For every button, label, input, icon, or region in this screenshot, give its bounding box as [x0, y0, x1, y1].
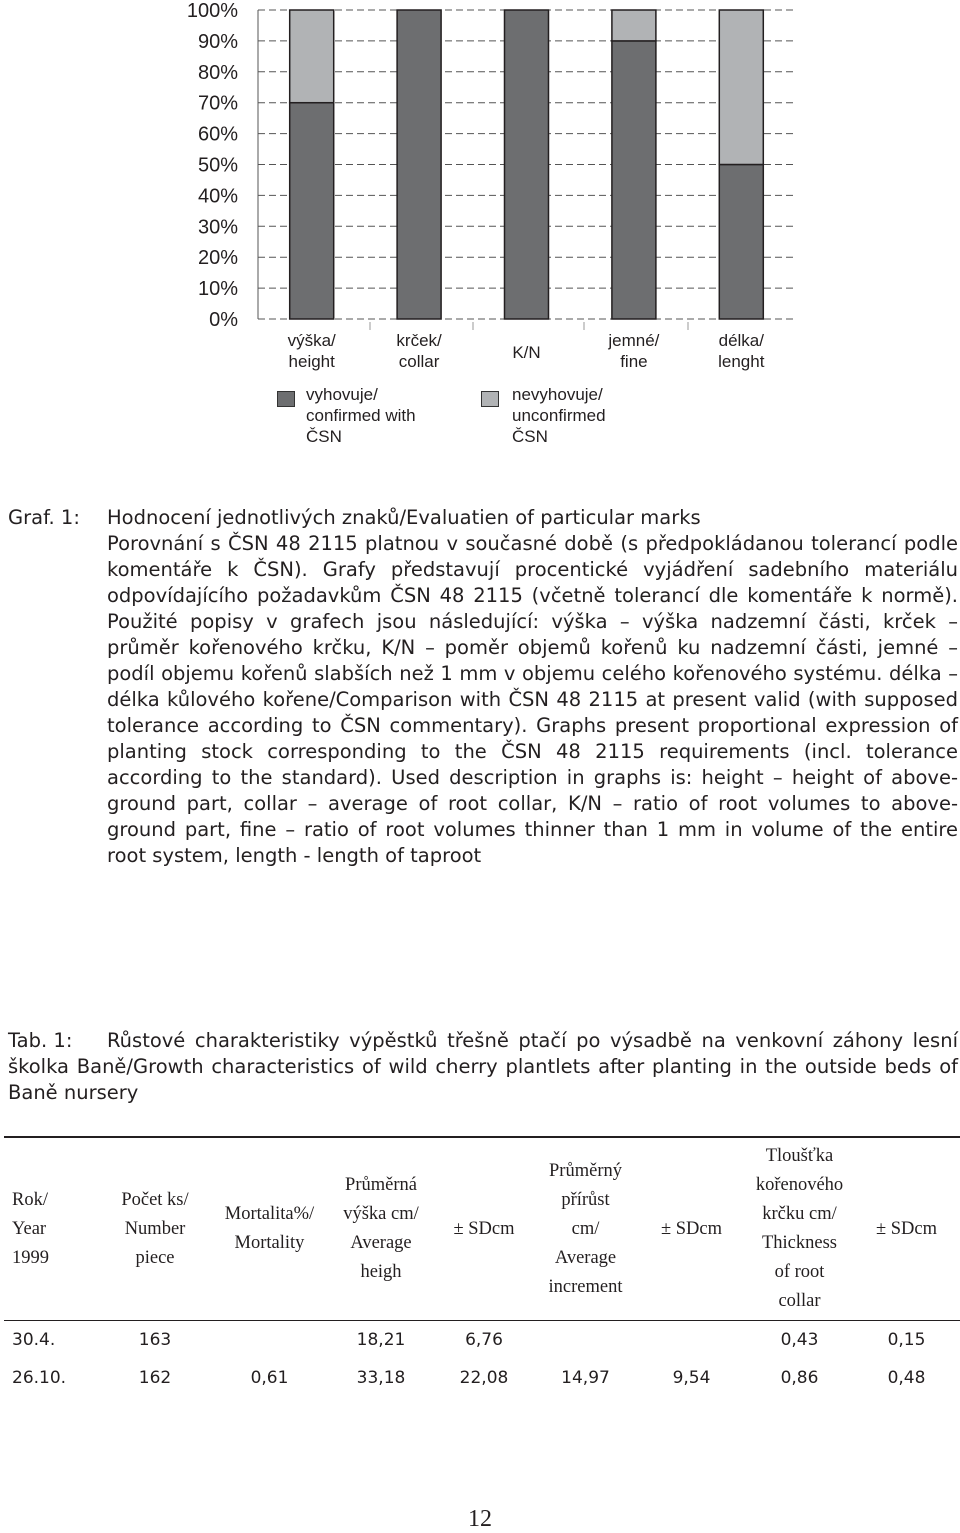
table-cell: 0,43: [780, 1330, 819, 1350]
y-tick-label: 20%: [197, 247, 238, 270]
y-tick-label: 10%: [197, 278, 238, 301]
table-cell: 0,61: [250, 1368, 289, 1388]
bar-segment-unconfirmed: [719, 10, 763, 165]
y-tick-label: 70%: [197, 92, 238, 115]
table-header-cell: Průměrný přírůst cm/ Average increment: [534, 1137, 637, 1321]
y-tick-label: 50%: [197, 154, 238, 177]
table-header-cell: ± SDcm: [434, 1137, 534, 1321]
graph-caption-title: Hodnocení jednotlivých znaků/Evaluatien of particular marks: [107, 506, 701, 529]
y-tick-label: 100%: [186, 0, 238, 22]
bar-segment-unconfirmed: [290, 10, 334, 103]
table-cell: 26.10.: [12, 1368, 67, 1388]
table-caption: [8, 1028, 958, 1106]
x-tick-label: K/N: [512, 343, 541, 362]
graph-caption-label: Graf. 1:: [8, 506, 80, 529]
x-tick-label: délka/ lenght: [718, 331, 765, 371]
legend-label: vyhovuje/ confirmed with ČSN: [306, 385, 416, 446]
y-axis-ticks: [187, 0, 238, 331]
table-cell: 30.4.: [12, 1330, 56, 1350]
table-cell: 22,08: [459, 1368, 509, 1388]
table-cell: 33,18: [356, 1368, 406, 1388]
table-cell: [637, 1321, 746, 1360]
table-caption-label: Tab. 1:: [8, 1029, 73, 1052]
table-header-cell: Rok/ Year 1999: [4, 1137, 99, 1321]
table-cell: 6,76: [465, 1330, 503, 1350]
bar-segment-confirmed: [505, 10, 549, 319]
bar-segment-unconfirmed: [612, 10, 656, 41]
table-cell: [534, 1321, 637, 1360]
legend-label: nevyhovuje/ unconfirmed ČSN: [512, 385, 606, 446]
bar-segment-confirmed: [612, 41, 656, 319]
y-tick-label: 90%: [197, 30, 238, 53]
y-tick-label: 60%: [197, 123, 238, 146]
table-cell: 0,86: [780, 1368, 819, 1388]
table-cell: 14,97: [561, 1368, 610, 1388]
x-tick-label: jemné/ fine: [608, 331, 660, 371]
table-header-cell: ± SDcm: [637, 1137, 746, 1321]
page-number: 12: [468, 1506, 492, 1532]
bar-segment-confirmed: [290, 103, 334, 319]
table-header-cell: ± SDcm: [853, 1137, 960, 1321]
growth-table: [4, 1136, 960, 1397]
x-tick-label: výška/ height: [287, 331, 336, 371]
stacked-bar-chart: [0, 0, 960, 460]
table-cell: 162: [138, 1368, 172, 1388]
table-cell: [211, 1321, 328, 1360]
x-axis-labels: [288, 331, 765, 371]
graph-caption-text: Porovnání s ČSN 48 2115 platnou v současné době (s předpokládanou tolerancí podle komentáře k ČSN). Grafy představují procentické vyjádření sadebního materiálu odpovídajícího požadavkům ČSN 48 2115 (včetně tolerancí dle komentáře k normě). Použité popisy v grafech jsou následující: výška – výška nadzemní části, krček – průměr kořenového krčku, K/N – poměr objemů kořenů ku nadzemní části, jemné – podíl objemu kořenů slabších než 1 mm v objemu celého kořenového systému. délka – délka kůlového kořene/Comparison with ČSN 48 2115 at present valid (with supposed tolerance according to ČSN commentary). Graphs present proportional expression of planting stock corresponding to the ČSN 48 2115 requirements (incl. tolerance according to the standard). Used description in graphs is: height – height of above-ground part, collar – average of root collar, K/N – ratio of root volumes to above-ground part, fine – ratio of root volumes thinner than 1 mm in volume of the entire root system, length - length of taproot: [107, 532, 958, 867]
bar-segment-confirmed: [397, 10, 441, 319]
y-tick-label: 30%: [197, 216, 238, 239]
table-cell: 9,54: [672, 1368, 711, 1388]
table-cell: 18,21: [356, 1330, 406, 1350]
legend-swatch: [277, 391, 295, 407]
table-header-cell: Počet ks/ Number piece: [99, 1137, 211, 1321]
table-header-row: [4, 1137, 960, 1321]
y-tick-label: 80%: [197, 61, 238, 84]
table-caption-text: Růstové charakteristiky výpěstků třešně ptačí po výsadbě na venkovní záhony lesní školka Baně/Growth characteristics of wild cherry plantlets after planting in the outside beds of Baně nursery: [8, 1029, 958, 1104]
y-tick-label: 0%: [209, 309, 238, 331]
table-cell: 0,15: [887, 1330, 926, 1350]
table-header-cell: Průměrná výška cm/ Average heigh: [328, 1137, 434, 1321]
x-tick-label: krček/ collar: [396, 331, 442, 371]
graph-caption: [8, 505, 958, 869]
bar-segment-confirmed: [719, 165, 763, 320]
table-row: [4, 1359, 960, 1397]
table-row: [4, 1321, 960, 1360]
table-header-cell: Mortalita%/ Mortality: [211, 1137, 328, 1321]
table-header-cell: Tloušťka kořenového krčku cm/ Thickness of root collar: [746, 1137, 853, 1321]
table-cell: 0,48: [887, 1368, 926, 1388]
table-cell: 163: [138, 1330, 172, 1350]
legend-swatch: [481, 391, 499, 407]
y-tick-label: 40%: [197, 185, 238, 208]
